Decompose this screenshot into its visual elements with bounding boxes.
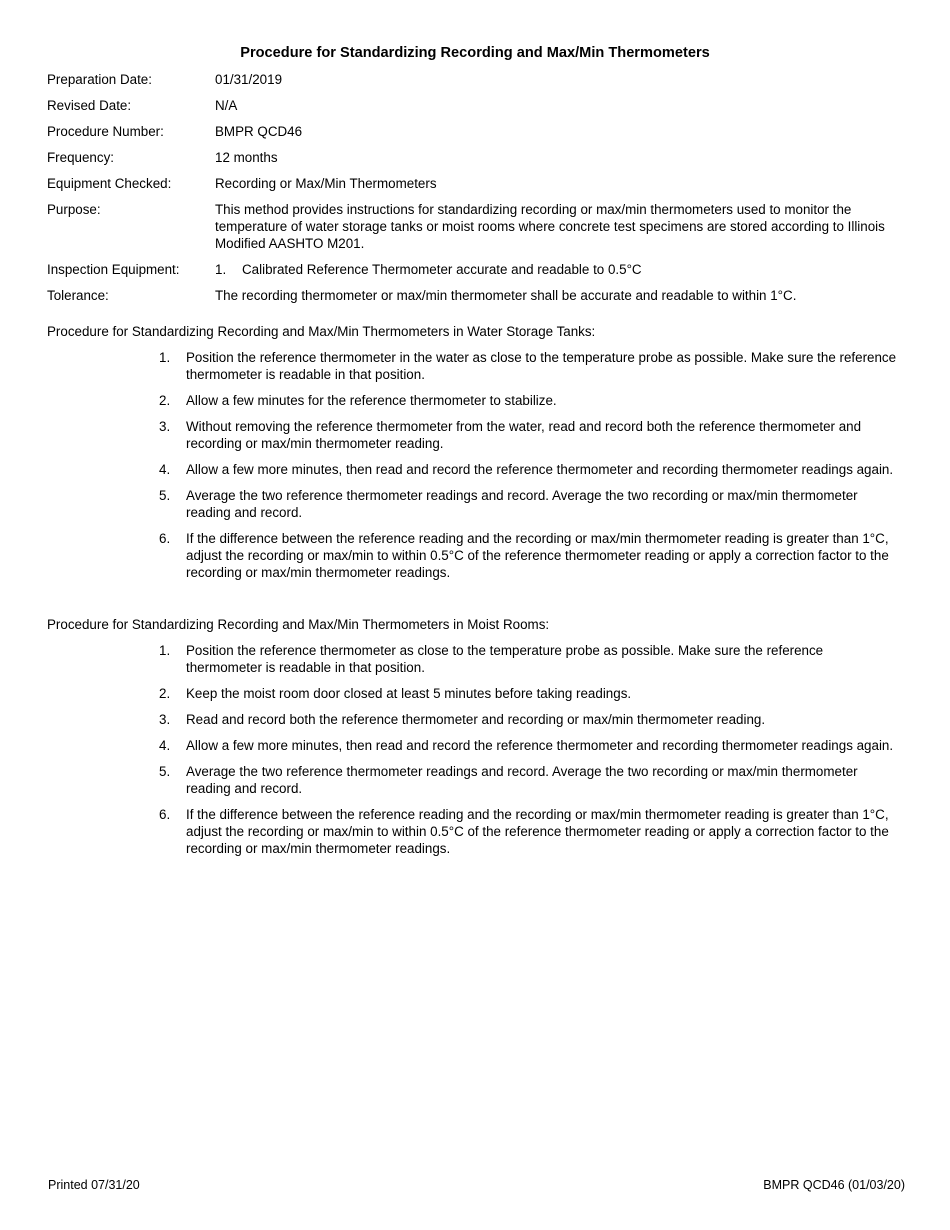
revised-date-value: N/A xyxy=(215,98,238,113)
step-text: Average the two reference thermometer readings and record. Average the two recording or max/min thermometer reading and record. xyxy=(186,488,858,520)
step-number: 2. xyxy=(159,686,171,701)
step-text: Without removing the reference thermometer from the water, read and record both the reference thermometer and recording or max/min thermometer reading. xyxy=(186,419,862,451)
step-number: 1. xyxy=(159,643,171,658)
revised-date-row xyxy=(47,97,907,114)
inspection-equipment-row xyxy=(47,261,907,278)
step-text: Keep the moist room door closed at least 5 minutes before taking readings. xyxy=(186,686,632,701)
equipment-checked-label: Equipment Checked: xyxy=(47,176,172,191)
inspection-equipment-number: 1. xyxy=(215,262,227,277)
list-item xyxy=(159,392,899,409)
moist-section-heading: Procedure for Standardizing Recording and Max/Min Thermometers in Moist Rooms: xyxy=(47,617,550,632)
list-item xyxy=(159,685,899,702)
step-text: If the difference between the reference reading and the recording or max/min thermometer reading is greater than 1°C, adjust the recording or max/min to within 0.5°C of the reference thermometer reading or apply a correction factor to the recording or max/min thermometer readings. xyxy=(186,531,889,580)
footer-document-id: BMPR QCD46 (01/03/20) xyxy=(763,1178,905,1192)
purpose-row xyxy=(47,201,907,252)
step-number: 2. xyxy=(159,393,171,408)
tolerance-row xyxy=(47,287,907,304)
preparation-date-label: Preparation Date: xyxy=(47,72,152,87)
equipment-checked-value: Recording or Max/Min Thermometers xyxy=(215,176,437,191)
step-text: Read and record both the reference thermometer and recording or max/min thermometer reading. xyxy=(186,712,766,727)
list-item xyxy=(159,418,899,452)
step-text: Allow a few more minutes, then read and record the reference thermometer and recording thermometer readings again. xyxy=(186,462,894,477)
inspection-equipment-text: Calibrated Reference Thermometer accurate and readable to 0.5°C xyxy=(242,262,642,277)
frequency-label: Frequency: xyxy=(47,150,114,165)
step-number: 4. xyxy=(159,462,171,477)
footer-printed-date: Printed 07/31/20 xyxy=(48,1178,140,1192)
step-number: 3. xyxy=(159,712,171,727)
step-number: 3. xyxy=(159,419,171,434)
procedure-number-value: BMPR QCD46 xyxy=(215,124,303,139)
page-title: Procedure for Standardizing Recording and Max/Min Thermometers xyxy=(240,45,710,61)
preparation-date-value: 01/31/2019 xyxy=(215,72,283,87)
step-number: 5. xyxy=(159,488,171,503)
list-item xyxy=(159,487,899,521)
water-steps-list xyxy=(159,349,899,590)
frequency-value: 12 months xyxy=(215,150,278,165)
procedure-metadata xyxy=(47,71,907,313)
step-number: 1. xyxy=(159,350,171,365)
list-item xyxy=(159,806,899,857)
list-item xyxy=(159,530,899,581)
step-number: 5. xyxy=(159,764,171,779)
revised-date-label: Revised Date: xyxy=(47,98,132,113)
water-section-heading: Procedure for Standardizing Recording and Max/Min Thermometers in Water Storage Tanks: xyxy=(47,324,596,339)
tolerance-label: Tolerance: xyxy=(47,288,109,303)
list-item xyxy=(159,711,899,728)
inspection-equipment-value xyxy=(215,261,907,278)
equipment-checked-row xyxy=(47,175,907,192)
purpose-label: Purpose: xyxy=(47,202,101,217)
step-text: Position the reference thermometer as close to the temperature probe as possible. Make sure the reference thermometer is readable in that position. xyxy=(186,643,824,675)
procedure-number-row xyxy=(47,123,907,140)
inspection-equipment-label: Inspection Equipment: xyxy=(47,262,180,277)
step-number: 6. xyxy=(159,807,171,822)
step-text: Average the two reference thermometer readings and record. Average the two recording or max/min thermometer reading and record. xyxy=(186,764,858,796)
step-text: Allow a few more minutes, then read and record the reference thermometer and recording thermometer readings again. xyxy=(186,738,894,753)
step-text: Position the reference thermometer in the water as close to the temperature probe as possible. Make sure the reference thermometer is readable in that position. xyxy=(186,350,897,382)
step-number: 4. xyxy=(159,738,171,753)
list-item xyxy=(159,763,899,797)
procedure-number-label: Procedure Number: xyxy=(47,124,164,139)
list-item xyxy=(159,461,899,478)
purpose-value: This method provides instructions for standardizing recording or max/min thermometers used to monitor the temperature of water storage tanks or moist rooms where concrete test specimens are stored according to Illinois Modified AASHTO M201. xyxy=(215,202,885,251)
step-text: If the difference between the reference reading and the recording or max/min thermometer reading is greater than 1°C, adjust the recording or max/min to within 0.5°C of the reference thermometer reading or apply a correction factor to the recording or max/min thermometer readings. xyxy=(186,807,889,856)
preparation-date-row xyxy=(47,71,907,88)
moist-steps-list xyxy=(159,642,899,866)
step-text: Allow a few minutes for the reference thermometer to stabilize. xyxy=(186,393,557,408)
step-number: 6. xyxy=(159,531,171,546)
list-item xyxy=(159,349,899,383)
frequency-row xyxy=(47,149,907,166)
tolerance-value: The recording thermometer or max/min thermometer shall be accurate and readable to within 1°C. xyxy=(215,288,797,303)
list-item xyxy=(159,642,899,676)
list-item xyxy=(159,737,899,754)
